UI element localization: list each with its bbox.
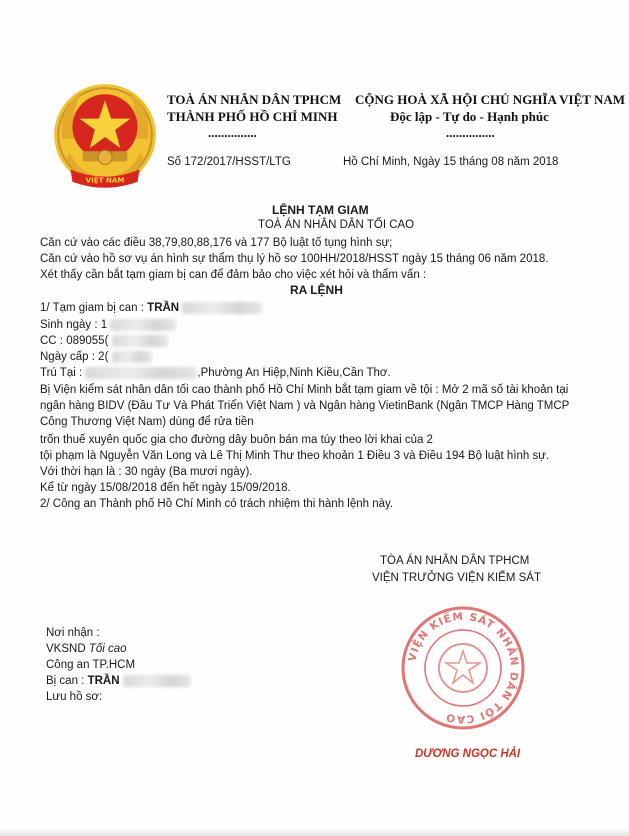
charge-line: Bị Viện kiểm sát nhân dân tối cao thành phố Hồ Chí Minh bắt tạm giam về tội : Mở 2 mã số tài khoản tại: [40, 384, 569, 396]
charge-line: ngân hàng BIDV (Đầu Tư Và Phát Triển Việt Nam ) và Ngân hàng VietinBank (Ngân TMCP Hàng TMCP: [40, 400, 570, 412]
cc-label: CC :: [40, 335, 67, 347]
redacted-block: [110, 319, 176, 331]
recipient-line: Lưu hồ sơ:: [46, 691, 103, 703]
detainee-name: TRẦN: [147, 302, 180, 314]
address-value: ,Phường An Hiệp,Ninh Kiều,Cần Thơ.: [197, 367, 391, 379]
svg-text:VIỆN KIỂM SÁT NHÂN DÂN TỐI CAO: [406, 609, 520, 725]
signer-name: DƯƠNG NGỌC HẢI: [415, 748, 521, 760]
dob-line: [40, 317, 176, 333]
cc-value: 089055(: [66, 335, 109, 347]
recipient-line: [46, 641, 127, 657]
detainee-line: [40, 300, 262, 316]
document-subtitle: TOÀ ÁN NHÂN DÂN TỐI CAO: [258, 219, 415, 231]
recipient-line: [46, 673, 191, 689]
court-city: THÀNH PHỐ HỒ CHÍ MINH: [167, 109, 338, 124]
dob-value: 1: [100, 319, 108, 331]
cc-line: [40, 333, 168, 349]
court-dots: ...............: [208, 125, 257, 140]
recipient-vksnd-level: Tối cao: [88, 643, 127, 655]
address-label: Trú Tại :: [40, 367, 86, 379]
recipient-line: Công an TP.HCM: [46, 659, 136, 671]
order-heading: RA LỆNH: [290, 283, 343, 297]
court-name: TOÀ ÁN NHÂN DÂN TPHCM: [167, 92, 342, 107]
charge-line: tội phạm là Nguyễn Văn Long và Lê Thị Minh Thư theo khoản 1 Điều 3 và Điều 194 Bộ luật hình sự.: [40, 450, 550, 462]
detainee-label: 1/ Tạm giam bị can :: [40, 302, 148, 314]
document-title: LỆNH TẠM GIAM: [272, 203, 369, 217]
issued-line: [40, 349, 152, 365]
emblem-ribbon-text: VIỆT NAM: [85, 175, 125, 185]
preamble-line: Căn cứ vào các điều 38,79,80,88,176 và 177 Bộ luật tố tụng hình sự;: [40, 237, 393, 249]
recipient-vksnd: VKSND: [46, 643, 89, 655]
document-number: Số 172/2017/HSST/LTG: [167, 156, 291, 168]
issued-label: Ngày cấp :: [40, 351, 99, 363]
issued-value: 2(: [98, 351, 109, 363]
seal-ring-text: VIỆN KIỂM SÁT NHÂN DÂN TỐI CAO: [406, 610, 521, 726]
national-emblem-icon: [44, 78, 166, 200]
charge-line: trốn thuế xuyên quốc gia cho đường dây buôn bán ma túy theo lời khai của 2: [40, 434, 433, 446]
charge-line: Kể từ ngày 15/08/2018 đến hết ngày 15/09/2018.: [40, 482, 291, 494]
dob-label: Sinh ngày :: [40, 319, 101, 331]
redacted-block: [123, 675, 191, 687]
redacted-block: [182, 302, 262, 314]
nation-motto: Độc lập - Tự do - Hạnh phúc: [390, 109, 549, 124]
redacted-block: [112, 335, 168, 347]
preamble-line: Xét thấy cần bắt tạm giam bị can để đảm bảo cho việc xét hỏi và thẩm vấn :: [40, 269, 427, 281]
charge-line: Với thời hạn là : 30 ngày (Ba mươi ngày).: [40, 466, 253, 478]
signer-org: TÒA ÁN NHÂN DÂN TPHCM: [380, 555, 530, 567]
nation-title: CỘNG HOÀ XÃ HỘI CHỦ NGHĨA VIỆT NAM: [355, 92, 626, 107]
recipient-detainee-label: Bị can :: [46, 675, 88, 687]
place-date: Hồ Chí Minh, Ngày 15 tháng 08 năm 2018: [343, 156, 559, 168]
address-line: [40, 365, 391, 381]
redacted-block: [85, 367, 197, 379]
nation-dots: ...............: [446, 125, 495, 140]
redacted-block: [112, 351, 152, 363]
signer-title: VIỆN TRƯỞNG VIỆN KIỂM SÁT: [372, 572, 541, 584]
official-seal-icon: [398, 603, 528, 733]
charge-line: Công Thương Việt Nam) dùng để rửa tiền: [40, 416, 254, 428]
page-shadow: [0, 828, 629, 836]
recipients-heading: Nơi nhận :: [46, 627, 100, 639]
charge-line: 2/ Công an Thành phố Hồ Chí Minh có trách nhiệm thi hành lệnh này.: [40, 498, 394, 510]
recipient-detainee-name: TRẦN: [87, 675, 120, 687]
preamble-line: Căn cứ vào hồ sơ vụ án hình sự thẩm thụ lý hồ sơ 100HH/2018/HSST ngày 15 tháng 06 năm 2018.: [40, 253, 549, 265]
